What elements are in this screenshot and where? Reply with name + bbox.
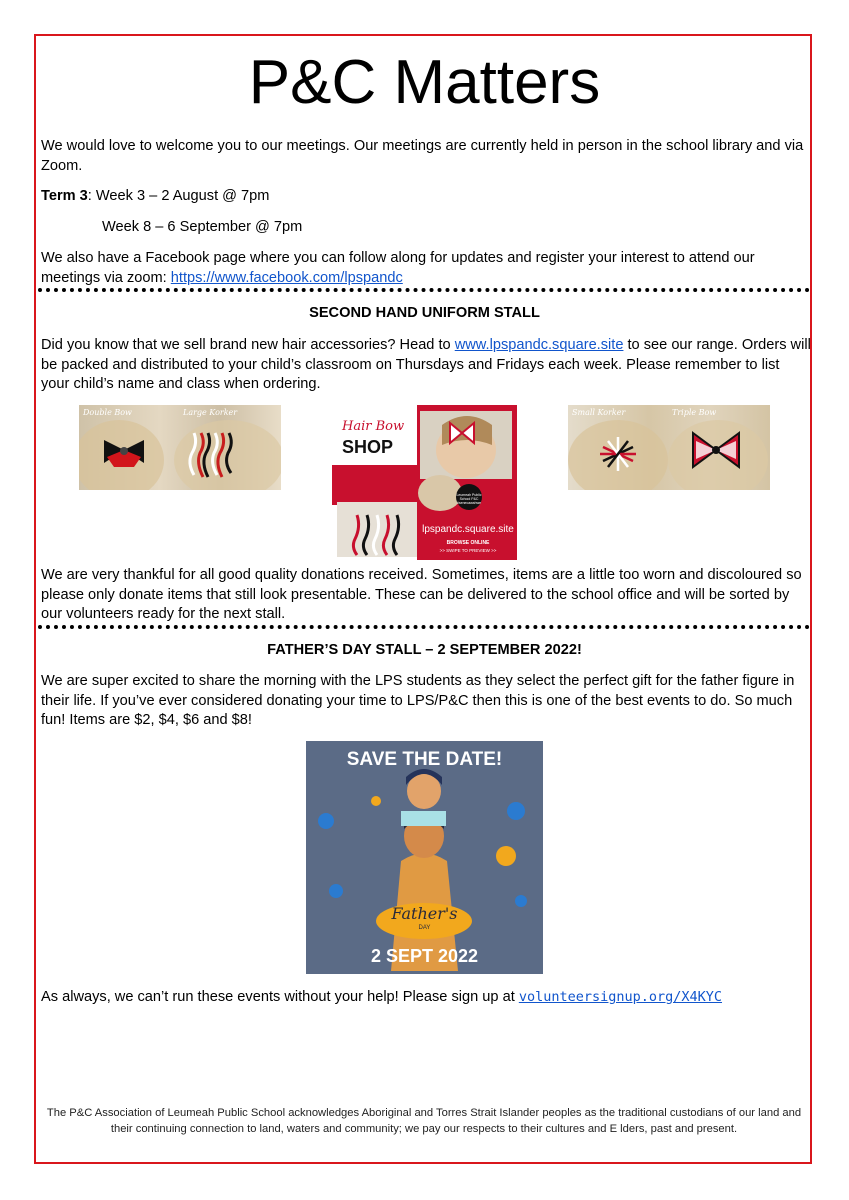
signup-text: As always, we can’t run these events without your help! Please sign up at (41, 989, 519, 1005)
volunteer-signup-link[interactable]: volunteersignup.org/X4KYC (518, 989, 723, 1005)
term-week-3: : Week 3 – 2 August @ 7pm (87, 188, 270, 204)
uniform-text-after: to see our range. Orders will be packed and distributed to your child’s classroom on Thursdays and Fridays each week. Please remember to list your child’s name and class when ordering. (41, 337, 811, 392)
uniform-paragraph (41, 336, 811, 395)
donations-paragraph: We are very thankful for all good quality donations received. Sometimes, items are a little too worn and discoloured so please only donate items that still look presentable. These can be delivered to the school office and will be sorted by our volunteers ready for the next stall. (41, 567, 802, 622)
small-korker-label: Small Korker (572, 408, 626, 417)
square-site-link[interactable]: www.lpspandc.square.site (454, 337, 624, 353)
signup-paragraph (41, 988, 811, 1008)
fathers-day-paragraph: We are super excited to share the morning with the LPS students as they select the perfect gift for the father figure in their life. If you’ve ever considered donating your time to LPS/P&C then this is one of the best events to do. So much fun! Items are $2, $4, $6 and $8! (41, 673, 795, 728)
poster-day: DAY (418, 925, 431, 931)
facebook-paragraph (41, 249, 811, 288)
hair-bows-left-art (79, 405, 281, 490)
hair-bows-right-art (568, 405, 770, 490)
poster-fathers-script: Father's (391, 904, 458, 923)
hair-bows-photo-left (79, 405, 281, 490)
facebook-link[interactable]: https://www.facebook.com/lpspandc (170, 269, 403, 286)
school-badge-text: Leumeah Public School P&C #senecawahwe (456, 493, 482, 505)
section-divider (38, 288, 810, 292)
acknowledgement-footer: The P&C Association of Leumeah Public School acknowledges Aboriginal and Torres Strait Islander peoples as the traditional custodians of our land and their continuing connection to land, waters and community; we pay our respects to their cultures and E lders, past and present. (46, 1107, 802, 1135)
intro-paragraph: We would love to welcome you to our meetings. Our meetings are currently held in person in the school library and via Zoom. (41, 138, 804, 174)
term-label: Term 3 (41, 188, 88, 204)
save-the-date-poster (306, 741, 543, 974)
shop-script-text: Hair Bow (342, 419, 405, 434)
term-line-2: Week 8 – 6 September @ 7pm (102, 219, 303, 235)
section-divider (38, 625, 810, 629)
browse-online-text: BROWSE ONLINE (446, 540, 490, 546)
hair-bows-photo-right (568, 405, 770, 490)
poster-date: 2 SEPT 2022 (370, 946, 479, 966)
fathers-day-heading: FATHER’S DAY STALL – 2 SEPTEMBER 2022! (267, 642, 582, 658)
facebook-text: We also have a Facebook page where you can follow along for updates and register your interest to attend our meetings via zoom: (41, 250, 755, 286)
hair-bow-shop-promo (332, 405, 517, 560)
shop-url-text: lpspandc.square.site (422, 524, 514, 535)
uniform-heading: SECOND HAND UNIFORM STALL (309, 305, 540, 321)
uniform-text-before: Did you know that we sell brand new hair accessories? Head to (41, 337, 455, 353)
large-korker-label: Large Korker (183, 408, 238, 417)
triple-bow-label: Triple Bow (672, 408, 717, 417)
shop-title: SHOP (342, 437, 394, 457)
swipe-preview-text: >> SWIPE TO PREVIEW >> (439, 548, 497, 553)
poster-save-the-date: SAVE THE DATE! (346, 749, 503, 770)
double-bow-label: Double Bow (83, 408, 132, 417)
page-title: P&C Matters (248, 48, 601, 117)
poster-illustration (306, 741, 543, 974)
term-line-1 (41, 187, 811, 207)
